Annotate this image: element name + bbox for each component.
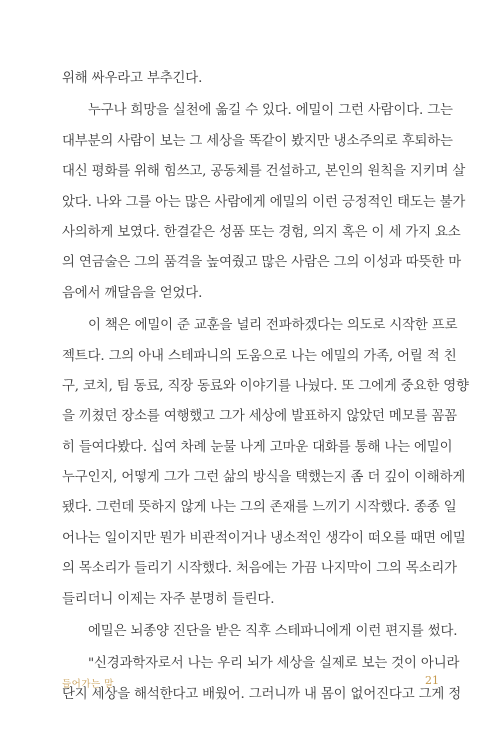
text-line: 단지 세상을 해석한다고 배웠어. 그러니까 내 몸이 없어진다고 그게 정 <box>62 686 462 702</box>
paragraph-emil-hope <box>62 96 466 309</box>
paragraph-letter-intro <box>62 617 458 647</box>
text-line: 위해 싸우라고 부추긴다. <box>62 71 203 86</box>
text-line: 사의하게 보였다. 한결같은 성품 또는 경험, 의지 혹은 이 세 가지 요소 <box>62 224 461 240</box>
paragraph-book-project <box>62 311 469 615</box>
text-line: 구, 코치, 팀 동료, 직장 동료와 이야기를 나눴다. 또 그에게 중요한 영향 <box>62 378 469 394</box>
running-title: 들어가는 말 <box>62 679 114 690</box>
text-line: 에밀은 뇌종양 진단을 받은 직후 스테파니에게 이런 편지를 썼다. <box>88 624 458 640</box>
text-line: 대부분의 사람이 보는 그 세상을 똑같이 봤지만 냉소주의로 후퇴하는 <box>62 133 453 149</box>
body-text <box>62 64 469 710</box>
text-line: 음에서 깨달음을 얻었다. <box>62 285 203 301</box>
text-line: "신경과학자로서 나는 우리 뇌가 세상을 실제로 보는 것이 아니라 <box>88 656 460 672</box>
text-line: 을 끼쳤던 장소를 여행했고 그가 세상에 발표하지 않았던 메모를 꼼꼼 <box>62 409 457 425</box>
text-line: 됐다. 그런데 뜻하지 않게 나는 그의 존재를 느끼기 시작했다. 종종 일 <box>62 500 457 516</box>
text-line: 누구나 희망을 실천에 옮길 수 있다. 에밀이 그런 사람이다. 그는 <box>88 103 453 119</box>
text-line: 았다. 나와 그를 아는 많은 사람에게 에밀의 이런 긍정적인 태도는 불가 <box>62 194 466 210</box>
text-line: 어나는 일이지만 뭔가 비관적이거나 냉소적인 생각이 떠오를 때면 에밀 <box>62 530 466 546</box>
page-number: 21 <box>425 674 439 687</box>
text-line: 들리더니 이제는 자주 분명히 들린다. <box>62 591 275 607</box>
text-line: 누구인지, 어떻게 그가 그런 삶의 방식을 택했는지 좀 더 깊이 이해하게 <box>62 470 466 486</box>
text-line: 대신 평화를 위해 힘쓰고, 공동체를 건설하고, 본인의 원칙을 지키며 살 <box>62 164 466 180</box>
text-line: 젝트다. 그의 아내 스테파니의 도움으로 나는 에밀의 가족, 어릴 적 친 <box>62 348 457 364</box>
text-line: 의 목소리가 들리기 시작했다. 처음에는 가끔 나지막이 그의 목소리가 <box>62 561 457 577</box>
paragraph-continuation <box>62 64 440 94</box>
text-line: 이 책은 에밀이 준 교훈을 널리 전파하겠다는 의도로 시작한 프로 <box>88 318 458 334</box>
text-line: 히 들여다봤다. 십여 차례 눈물 나게 고마운 대화를 통해 나는 에밀이 <box>62 439 453 455</box>
text-line: 의 연금술은 그의 품격을 높여줬고 많은 사람은 그의 이성과 따뜻한 마 <box>62 255 462 271</box>
paragraph-letter-quote <box>62 649 462 710</box>
